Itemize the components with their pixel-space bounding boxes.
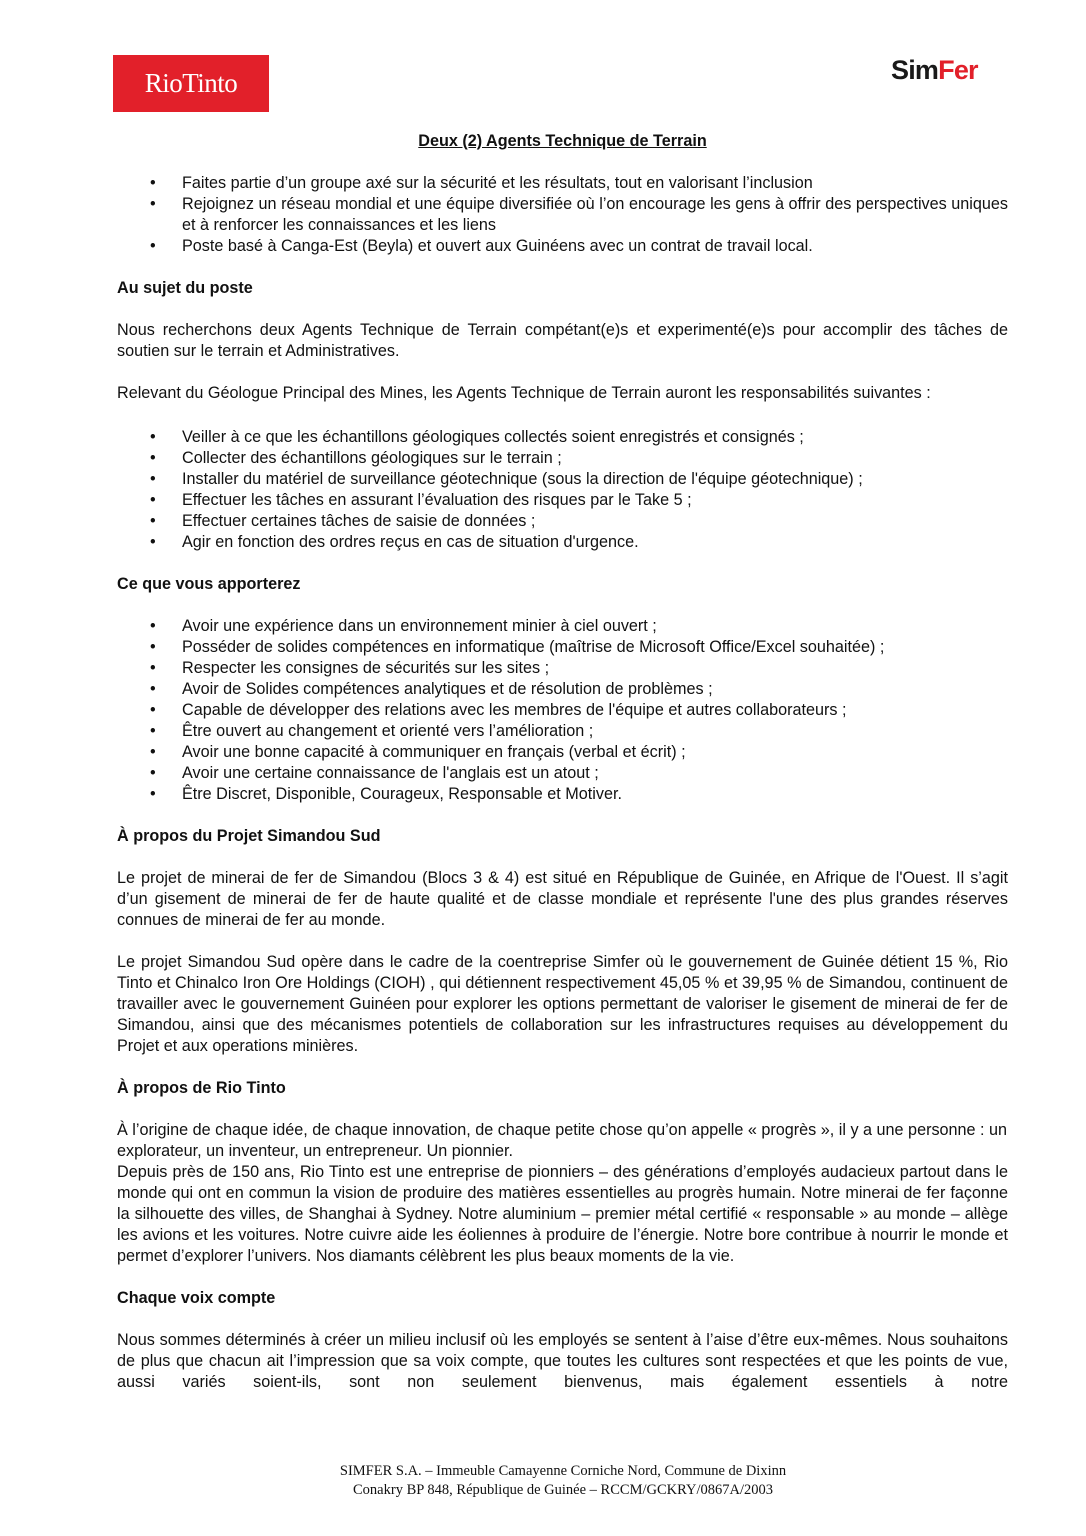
list-item: • Avoir une certaine connaissance de l'anglais est un atout ; bbox=[150, 764, 599, 782]
bullet-icon: • bbox=[150, 195, 156, 213]
bullet-icon: • bbox=[150, 722, 156, 740]
bullet-icon: • bbox=[150, 659, 156, 677]
about-project-paragraph-1: Le projet de minerai de fer de Simandou (Blocs 3 & 4) est situé en République de Guinée, en Afrique de l'Ouest. Il s’agit d’un gisement de minerai de fer de haute qualité et de classe mondiale et représente l'une des plus grandes réserves connues de minerai de fer au monde. bbox=[117, 869, 1008, 929]
list-item: • Posséder de solides compétences en informatique (maîtrise de Microsoft Office/Excel souhaitée) ; bbox=[150, 638, 885, 656]
footer-address-line-2: Conakry BP 848, République de Guinée – RCCM/GCKRY/0867A/2003 bbox=[353, 1482, 773, 1498]
simfer-logo-fer: Fer bbox=[938, 55, 978, 85]
simfer-logo bbox=[891, 55, 978, 86]
rio-tinto-logo bbox=[113, 55, 269, 112]
bullet-icon: • bbox=[150, 237, 156, 255]
about-rio-paragraph-1: À l’origine de chaque idée, de chaque innovation, de chaque petite chose qu’on appelle « progrès », il y a une personne : un explorateur, un inventeur, un entrepreneur. Un pionnier. bbox=[117, 1121, 1008, 1160]
list-item: • Être Discret, Disponible, Courageux, Responsable et Motiver. bbox=[150, 785, 622, 803]
about-role-paragraph-2: Relevant du Géologue Principal des Mines, les Agents Technique de Terrain auront les responsabilités suivantes : bbox=[117, 384, 931, 402]
list-item: • Poste basé à Canga-Est (Beyla) et ouvert aux Guinéens avec un contrat de travail local. bbox=[150, 237, 813, 255]
section-heading-about-project: À propos du Projet Simandou Sud bbox=[117, 827, 381, 845]
list-item: • Effectuer certaines tâches de saisie de données ; bbox=[150, 512, 536, 530]
list-item: • Capable de développer des relations avec les membres de l'équipe et autres collaborateurs ; bbox=[150, 701, 847, 719]
bullet-icon: • bbox=[150, 512, 156, 530]
section-heading-what-you-bring: Ce que vous apporterez bbox=[117, 575, 301, 593]
bullet-icon: • bbox=[150, 701, 156, 719]
document-body bbox=[117, 131, 1008, 1393]
list-item: • Agir en fonction des ordres reçus en cas de situation d'urgence. bbox=[150, 533, 639, 551]
section-heading-about-rio-tinto: À propos de Rio Tinto bbox=[117, 1079, 286, 1097]
section-heading-about-role: Au sujet du poste bbox=[117, 279, 253, 297]
about-rio-paragraph-2: Depuis près de 150 ans, Rio Tinto est une entreprise de pionniers – des générations d’employés audacieux partout dans le monde qui ont en commun la vision de produire des matières essentielles au progrès humain. Notre minerai de fer façonne la silhouette des villes, de Shanghai à Sydney. Notre aluminium – premier métal certifié « responsable » au monde – allège les avions et les voitures. Notre cuivre aide les éoliennes à produire de l’énergie. Notre bore contribue à nourrir le monde et permet d’explorer l’univers. Nos diamants célèbrent les plus beaux moments de la vie. bbox=[117, 1163, 1008, 1265]
list-item: • Faites partie d’un groupe axé sur la sécurité et les résultats, tout en valorisant l’inclusion bbox=[150, 174, 813, 192]
about-project-paragraph-2: Le projet Simandou Sud opère dans le cadre de la coentreprise Simfer où le gouvernement de Guinée détient 15 %, Rio Tinto et Chinalco Iron Ore Holdings (CIOH) , qui détiennent respectivement 45,05 % et 39,95 % de Simandou, continuent de travailler avec le gouvernement Guinéen pour explorer les options permettant de valoriser le gisement de minerai de fer de Simandou, ainsi que des mécanismes potentiels de collaboration sur les infrastructures requises au développement du Projet et aux operations minières. bbox=[117, 953, 1008, 1055]
intro-bullet-list bbox=[117, 173, 1008, 257]
list-item: • Collecter des échantillons géologiques sur le terrain ; bbox=[150, 449, 562, 467]
list-item: • Avoir une bonne capacité à communiquer en français (verbal et écrit) ; bbox=[150, 743, 686, 761]
list-item: • Avoir une expérience dans un environnement minier à ciel ouvert ; bbox=[150, 617, 657, 635]
list-item: • Être ouvert au changement et orienté vers l’amélioration ; bbox=[150, 722, 594, 740]
list-item: • Respecter les consignes de sécurités sur les sites ; bbox=[150, 659, 550, 677]
page-title: Deux (2) Agents Technique de Terrain bbox=[418, 132, 707, 150]
list-item: • Veiller à ce que les échantillons géologiques collectés soient enregistrés et consignés ; bbox=[150, 428, 804, 446]
bullet-icon: • bbox=[150, 764, 156, 782]
bullet-icon: • bbox=[150, 638, 156, 656]
bullet-icon: • bbox=[150, 491, 156, 509]
bullet-icon: • bbox=[150, 680, 156, 698]
footer-address-line-1: SIMFER S.A. – Immeuble Camayenne Corniche Nord, Commune de Dixinn bbox=[339, 1463, 787, 1479]
bullet-icon: • bbox=[150, 174, 156, 192]
list-item: • Rejoignez un réseau mondial et une équipe diversifiée où l’on encourage les gens à offrir des perspectives uniques et à renforcer les connaissances et les liens bbox=[150, 195, 1008, 234]
requirements-list bbox=[117, 616, 1008, 805]
bullet-icon: • bbox=[150, 428, 156, 446]
bullet-icon: • bbox=[150, 785, 156, 803]
rio-tinto-logo-text: RioTinto bbox=[144, 68, 238, 98]
simfer-logo-sim: Sim bbox=[891, 55, 939, 85]
bullet-icon: • bbox=[150, 470, 156, 488]
list-item: • Avoir de Solides compétences analytiques et de résolution de problèmes ; bbox=[150, 680, 713, 698]
responsibilities-list bbox=[117, 427, 1008, 553]
list-item: • Effectuer les tâches en assurant l’évaluation des risques par le Take 5 ; bbox=[150, 491, 692, 509]
bullet-icon: • bbox=[150, 533, 156, 551]
section-heading-every-voice: Chaque voix compte bbox=[117, 1289, 276, 1307]
about-role-paragraph-1: Nous recherchons deux Agents Technique de Terrain compétant(e)s et experimenté(e)s pour accomplir des tâches de soutien sur le terrain et Administratives. bbox=[117, 321, 1008, 360]
bullet-icon: • bbox=[150, 449, 156, 467]
bullet-icon: • bbox=[150, 617, 156, 635]
bullet-icon: • bbox=[150, 743, 156, 761]
list-item: • Installer du matériel de surveillance géotechnique (sous la direction de l'équipe géotechnique) ; bbox=[150, 470, 863, 488]
page-footer bbox=[0, 1462, 1086, 1500]
every-voice-paragraph: Nous sommes déterminés à créer un milieu inclusif où les employés se sentent à l’aise d’être eux-mêmes. Nous souhaitons de plus que chacun ait l’impression que sa voix compte, que toutes les cultures sont respectées et que les points de vue, aussi variés soient-ils, sont non seulement bienvenus, mais également essentiels à notre bbox=[117, 1331, 1008, 1391]
